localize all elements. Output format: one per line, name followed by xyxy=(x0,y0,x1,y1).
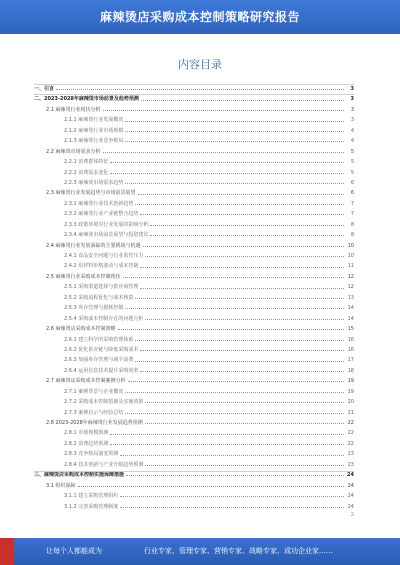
toc-entry-page: 14 xyxy=(347,315,354,322)
toc-subsection[interactable] xyxy=(34,387,354,397)
toc-entry-page: 19 xyxy=(347,378,354,385)
toc-subsection[interactable] xyxy=(34,251,354,261)
toc-entry-label: 2.8 2023-2028年麻辣烫行业发展趋势预测 xyxy=(46,420,143,426)
toc-entry-label: 2.5.4 采购成本控制存在的问题分析 xyxy=(64,315,144,322)
toc-entry-page: 10 xyxy=(347,242,354,249)
toc-subsection[interactable] xyxy=(34,282,354,292)
toc-entry-label: 2.2.2 消费需求变化 xyxy=(64,169,109,176)
toc-entry-label: 2.4 麻辣烫行业发展面临的主要挑战与机遇 xyxy=(46,242,141,249)
toc-entry-label: 2.6 麻辣烫店采购成本控制策略 xyxy=(46,326,116,333)
toc-entry-page: 17 xyxy=(347,357,354,364)
toc-entry-page: 8 xyxy=(350,232,354,239)
toc-entry-page: 3 xyxy=(350,96,354,103)
toc-entry-label: 3.1.2 完善采购管理制度 xyxy=(64,503,119,510)
toc-leader-dots xyxy=(110,172,344,174)
toc-leader-dots xyxy=(145,422,344,424)
footer-logo-icon xyxy=(0,538,14,565)
toc-section[interactable] xyxy=(34,481,354,491)
toc-entry-label: 2.1 麻辣烫行业现状分析 xyxy=(46,106,101,113)
toc-section[interactable] xyxy=(34,241,354,251)
toc-entry-page: 22 xyxy=(347,440,354,447)
toc-entry-label: 2.6.4 运用信息技术提升采购效率 xyxy=(64,367,139,374)
toc-leader-dots xyxy=(78,485,344,487)
toc-entry-label: 2.7.3 案例启示与经验总结 xyxy=(64,409,124,416)
toc-entry-page: 15 xyxy=(347,326,354,333)
toc-divider xyxy=(34,94,354,95)
toc-entry-page: 22 xyxy=(347,420,354,426)
toc-leader-dots xyxy=(145,255,344,257)
toc-leader-dots xyxy=(103,151,344,153)
toc-entry-label: 2.6.3 加强库存管理与减少浪费 xyxy=(64,357,134,364)
toc-leader-dots xyxy=(135,297,344,299)
toc-entry-page: 24 xyxy=(347,472,354,479)
toc-subsection[interactable] xyxy=(34,261,354,271)
toc-entry-page: 6 xyxy=(350,179,354,186)
document-footer xyxy=(0,538,400,565)
toc-entry-label: 2.5.3 库存管理与损耗控制 xyxy=(64,305,124,312)
toc-subsection[interactable] xyxy=(34,397,354,407)
toc-subsection[interactable] xyxy=(34,449,354,459)
toc-subsection[interactable] xyxy=(34,178,354,188)
toc-divider xyxy=(34,84,354,85)
toc-subsection[interactable] xyxy=(34,136,354,146)
toc-entry-page: 4 xyxy=(350,138,354,145)
toc-entry-page: 7 xyxy=(350,200,354,207)
toc-entry-label: 2.5 麻辣烫行业采购成本控制现状 xyxy=(46,273,121,280)
toc-leader-dots xyxy=(128,380,344,382)
toc-entry-page: 7 xyxy=(350,211,354,218)
toc-entry-page: 3 xyxy=(350,86,354,92)
toc-entry-label: 2.8.1 市场规模预测 xyxy=(64,430,109,437)
toc-entry-label: 2.6.1 建立科学的采购管理体系 xyxy=(64,336,134,343)
toc-entry-page: 12 xyxy=(347,273,354,280)
toc-subsection[interactable] xyxy=(34,199,354,209)
toc-leader-dots xyxy=(145,464,344,466)
toc-entry-label: 2.7.2 采购成本控制措施及实施效果 xyxy=(64,399,144,406)
toc-leader-dots xyxy=(140,213,344,215)
toc-chapter[interactable] xyxy=(34,84,354,94)
toc-leader-dots xyxy=(140,349,344,351)
document-header xyxy=(0,0,400,34)
toc-leader-dots xyxy=(150,234,344,236)
footer-roles: 行业专家、管理专家、营销专家、战略专家、成功企业家…… xyxy=(144,547,333,555)
toc-subsection[interactable] xyxy=(34,314,354,324)
toc-leader-dots xyxy=(110,443,344,445)
toc-leader-dots xyxy=(135,203,344,205)
toc-leader-dots xyxy=(123,276,344,278)
toc-leader-dots xyxy=(135,339,344,341)
toc-entry-label: 2.5.2 采购流程优化与成本核算 xyxy=(64,294,134,301)
toc-leader-dots xyxy=(125,391,344,393)
toc-entry-label: 二、2023-2028年麻辣烫市场前景及趋势预测 xyxy=(34,96,139,103)
toc-leader-dots xyxy=(143,245,344,247)
toc-entry-page: 24 xyxy=(347,482,354,489)
toc-subsection[interactable] xyxy=(34,115,354,125)
toc-entry-label: 2.8.2 消费趋势预测 xyxy=(64,440,109,447)
toc-subsection[interactable] xyxy=(34,293,354,303)
toc-entry-label: 2.3.4 麻辣烫市场前景展望与投资建议 xyxy=(64,232,149,239)
toc-leader-dots xyxy=(141,99,344,101)
toc-section[interactable] xyxy=(34,376,354,386)
toc-subsection[interactable] xyxy=(34,428,354,438)
toc-subsection[interactable] xyxy=(34,460,354,470)
toc-entry-page: 10 xyxy=(347,253,354,259)
toc-entry-label: 3.1.1 建立采购管理组织 xyxy=(64,493,119,500)
toc-subsection[interactable] xyxy=(34,366,354,376)
toc-entry-label: 一、引言 xyxy=(34,86,55,92)
toc-section[interactable] xyxy=(34,418,354,428)
toc-section[interactable] xyxy=(34,188,354,198)
toc-entry-label: 三、麻辣烫店采购成本控制实施保障措施 xyxy=(34,472,125,479)
toc-entry-page: 11 xyxy=(347,263,354,270)
toc-leader-dots xyxy=(56,88,344,90)
toc-entry-page: 23 xyxy=(347,451,354,458)
toc-leader-dots xyxy=(135,360,344,362)
toc-entry-label: 2.8.3 竞争格局演变预测 xyxy=(64,451,119,458)
toc-section[interactable] xyxy=(34,105,354,115)
toc-entry-label: 2.5.1 采购渠道选择与供应商管理 xyxy=(64,284,139,291)
toc-entry-label: 2.2.1 消费群体特征 xyxy=(64,159,109,166)
toc-leader-dots xyxy=(145,401,344,403)
toc-entry-page: 24 xyxy=(347,503,354,510)
toc-entry-label: 2.1.3 麻辣烫行业竞争格局 xyxy=(64,138,124,145)
toc-entry-page: 12 xyxy=(347,284,354,291)
toc-entry-label: 2.3 麻辣烫行业发展趋势与市场前景展望 xyxy=(46,190,136,197)
toc-entry-page: 14 xyxy=(347,305,354,312)
toc-title: 内容目录 xyxy=(178,58,222,71)
toc-subsection[interactable] xyxy=(34,168,354,178)
toc-entry-page: 16 xyxy=(347,346,354,353)
toc-entry-page: 3 xyxy=(350,117,354,124)
toc-section[interactable] xyxy=(34,324,354,334)
toc-subsection[interactable] xyxy=(34,335,354,345)
toc-entry-label: 2.3.3 政策环境对行业发展的影响分析 xyxy=(64,221,149,228)
toc-section[interactable] xyxy=(34,147,354,157)
toc-subsection[interactable] xyxy=(34,345,354,355)
toc-entry-label: 2.3.1 麻辣烫行业技术创新趋势 xyxy=(64,200,134,207)
toc-entry-label: 2.6.2 优化供应链与降低采购成本 xyxy=(64,346,139,353)
toc-entry-label: 2.1.2 麻辣烫行业市场规模 xyxy=(64,127,124,134)
toc-entry-page: 23 xyxy=(347,461,354,468)
toc-entry-label: 2.8.4 技术创新与产业升级趋势预测 xyxy=(64,461,144,468)
toc-entry-page: 18 xyxy=(347,367,354,374)
toc-entry-page: 5 xyxy=(350,169,354,176)
toc-leader-dots xyxy=(125,120,344,122)
toc-entry-label: 2.7 麻辣烫店采购成本控制案例分析 xyxy=(46,378,126,385)
toc-subsection[interactable] xyxy=(34,230,354,240)
toc-leader-dots xyxy=(140,287,344,289)
toc-entry-label: 2.2 麻辣烫市场需求分析 xyxy=(46,148,101,155)
page-number: 2 xyxy=(350,512,354,518)
toc-leader-dots xyxy=(125,182,344,184)
toc-entry-label: 2.4.1 食品安全问题与行业监管压力 xyxy=(64,253,144,259)
toc-entry-page: 20 xyxy=(347,399,354,406)
toc-leader-dots xyxy=(110,161,344,163)
toc-subsection[interactable] xyxy=(34,157,354,167)
toc-divider xyxy=(34,471,354,472)
table-of-contents xyxy=(34,84,354,512)
toc-leader-dots xyxy=(138,193,344,195)
document-title: 麻辣烫店采购成本控制策略研究报告 xyxy=(99,10,300,24)
toc-subsection[interactable] xyxy=(34,502,354,512)
toc-chapter[interactable] xyxy=(34,470,354,480)
toc-leader-dots xyxy=(125,130,344,132)
toc-entry-page: 13 xyxy=(347,294,354,301)
toc-entry-label: 2.7.1 案例背景与企业概况 xyxy=(64,388,124,395)
toc-leader-dots xyxy=(118,328,344,330)
toc-leader-dots xyxy=(125,140,344,142)
toc-section[interactable] xyxy=(34,272,354,282)
toc-leader-dots xyxy=(103,109,344,111)
toc-entry-page: 22 xyxy=(347,430,354,437)
toc-subsection[interactable] xyxy=(34,408,354,418)
toc-subsection[interactable] xyxy=(34,439,354,449)
toc-entry-page: 8 xyxy=(350,221,354,228)
toc-entry-page: 19 xyxy=(347,388,354,395)
toc-leader-dots xyxy=(120,495,344,497)
toc-subsection[interactable] xyxy=(34,303,354,313)
toc-entry-label: 2.3.2 麻辣烫行业产业链整合趋势 xyxy=(64,211,139,218)
toc-subsection[interactable] xyxy=(34,209,354,219)
toc-entry-page: 3 xyxy=(350,106,354,113)
toc-entry-label: 2.4.2 原材料价格波动与成本控制 xyxy=(64,263,139,270)
toc-leader-dots xyxy=(140,370,344,372)
toc-leader-dots xyxy=(126,474,344,476)
toc-subsection[interactable] xyxy=(34,355,354,365)
toc-entry-label: 2.1.1 麻辣烫行业发展概况 xyxy=(64,117,124,124)
toc-entry-page: 6 xyxy=(350,190,354,197)
toc-entry-page: 5 xyxy=(350,159,354,166)
toc-entry-label: 2.2.3 麻辣烫市场需求趋势 xyxy=(64,179,124,186)
toc-entry-page: 4 xyxy=(350,127,354,134)
toc-leader-dots xyxy=(150,224,344,226)
toc-leader-dots xyxy=(110,433,344,435)
toc-leader-dots xyxy=(125,412,344,414)
toc-entry-page: 5 xyxy=(350,148,354,155)
toc-subsection[interactable] xyxy=(34,126,354,136)
toc-entry-page: 16 xyxy=(347,336,354,343)
toc-chapter[interactable] xyxy=(34,94,354,104)
footer-slogan: 让每个人都能成为 xyxy=(46,547,102,555)
toc-subsection[interactable] xyxy=(34,491,354,501)
toc-leader-dots xyxy=(120,506,344,508)
toc-leader-dots xyxy=(125,307,344,309)
toc-subsection[interactable] xyxy=(34,220,354,230)
toc-entry-page: 21 xyxy=(347,409,354,416)
toc-leader-dots xyxy=(145,318,344,320)
toc-entry-page: 24 xyxy=(347,493,354,500)
toc-leader-dots xyxy=(140,266,344,268)
toc-entry-label: 3.1 组织保障 xyxy=(46,482,76,489)
toc-leader-dots xyxy=(120,454,344,456)
